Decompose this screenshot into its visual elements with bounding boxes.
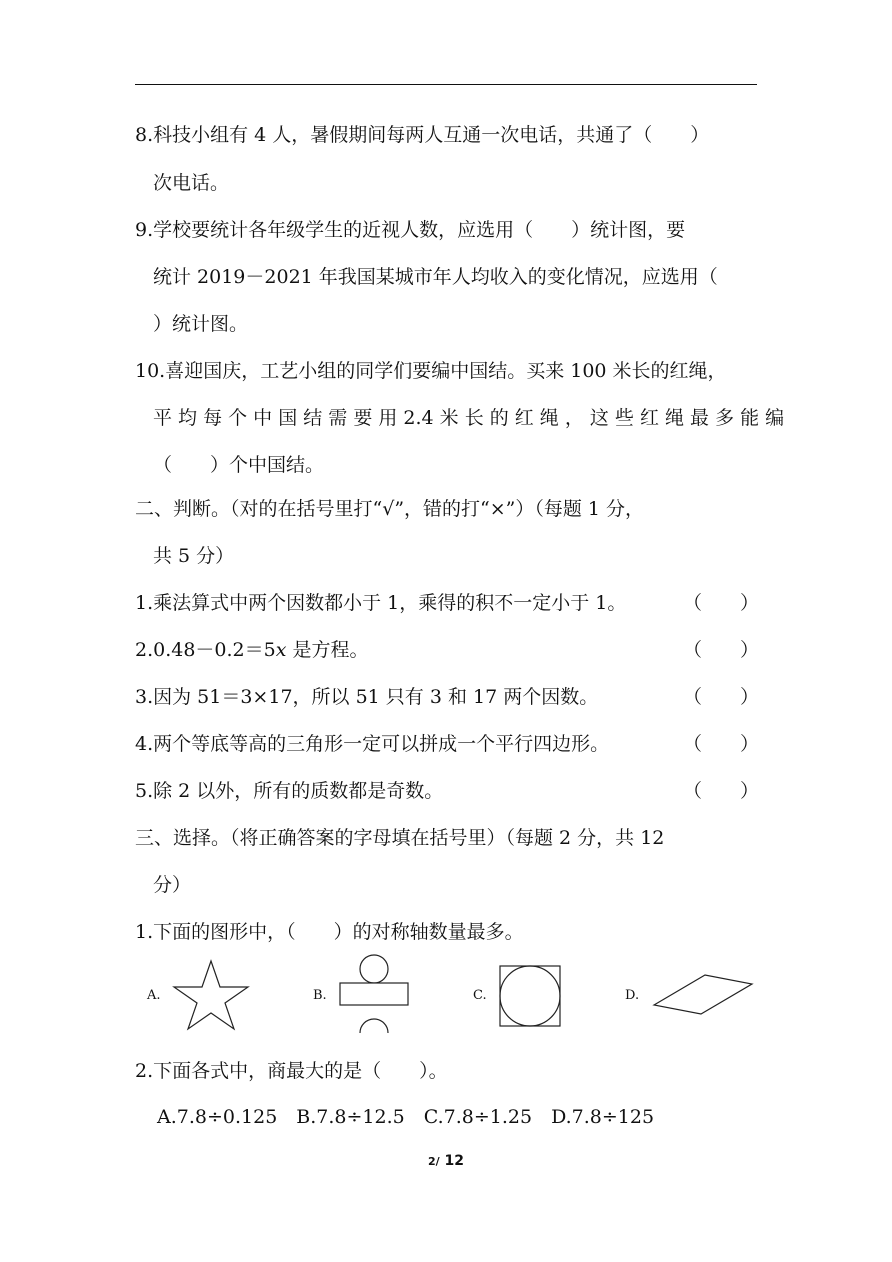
- section2-heading-1: 二、判断。（对的在括号里打“√”，错的打“×”）（每题 1 分，: [135, 498, 645, 520]
- page-number: 2/ 12: [427, 1153, 465, 1169]
- variable-x: x: [275, 639, 287, 661]
- judge-item-2: 2.0.48－0.2＝5x 是方程。: [135, 639, 369, 661]
- circle-in-square-icon: [498, 964, 562, 1028]
- circle-rectangle-icon: [336, 951, 412, 1035]
- star-icon: [172, 958, 250, 1032]
- judge-paren-4: （ ）: [683, 733, 760, 755]
- judge-paren-5: （ ）: [683, 780, 760, 802]
- q9-line-3: ）统计图。: [153, 313, 249, 335]
- q8-line-2: 次电话。: [153, 172, 230, 194]
- judge-item-3: 3.因为 51＝3×17，所以 51 只有 3 和 17 两个因数。: [135, 686, 599, 708]
- option-d-label: D.: [625, 988, 640, 1003]
- option-c-label: C.: [473, 988, 487, 1003]
- section3-heading-2: 分）: [153, 874, 192, 896]
- judge-item-1: 1.乘法算式中两个因数都小于 1，乘得的积不一定小于 1。: [135, 592, 627, 614]
- judge-item-5: 5.除 2 以外，所有的质数都是奇数。: [135, 780, 444, 802]
- q9-line-2: 统计 2019－2021 年我国某城市年人均收入的变化情况，应选用（: [153, 266, 718, 288]
- judge-item-4: 4.两个等底等高的三角形一定可以拼成一个平行四边形。: [135, 733, 610, 755]
- judge-paren-2: （ ）: [683, 639, 760, 661]
- choice-q2: 2.下面各式中，商最大的是（ ）。: [135, 1060, 448, 1082]
- q10-line-1: 10.喜迎国庆，工艺小组的同学们要编中国结。买来 100 米长的红绳，: [135, 360, 727, 382]
- section3-heading-1: 三、选择。（将正确答案的字母填在括号里）（每题 2 分，共 12: [135, 827, 665, 849]
- option-a-label: A.: [147, 988, 161, 1003]
- q9-line-1: 9.学校要统计各年级学生的近视人数，应选用（ ）统计图，要: [135, 219, 686, 241]
- choice-q1: 1.下面的图形中，（ ）的对称轴数量最多。: [135, 921, 524, 943]
- option-b-label: B.: [313, 988, 327, 1003]
- judge-paren-1: （ ）: [683, 592, 760, 614]
- judge-paren-3: （ ）: [683, 686, 760, 708]
- q10-line-3: （ ）个中国结。: [153, 454, 325, 476]
- choice-q2-options: A.7.8÷0.125 B.7.8÷12.5 C.7.8÷1.25 D.7.8÷125: [157, 1106, 655, 1128]
- q8-line-1: 8.科技小组有 4 人，暑假期间每两人互通一次电话，共通了（ ）: [135, 124, 710, 146]
- section2-heading-2: 共 5 分）: [153, 545, 235, 567]
- q10-line-2: 平 均 每 个 中 国 结 需 要 用 2.4 米 长 的 红 绳 ， 这 些 红 绳 最 多 能 编: [153, 407, 785, 429]
- header-rule: [135, 84, 757, 85]
- rhombus-icon: [650, 972, 756, 1018]
